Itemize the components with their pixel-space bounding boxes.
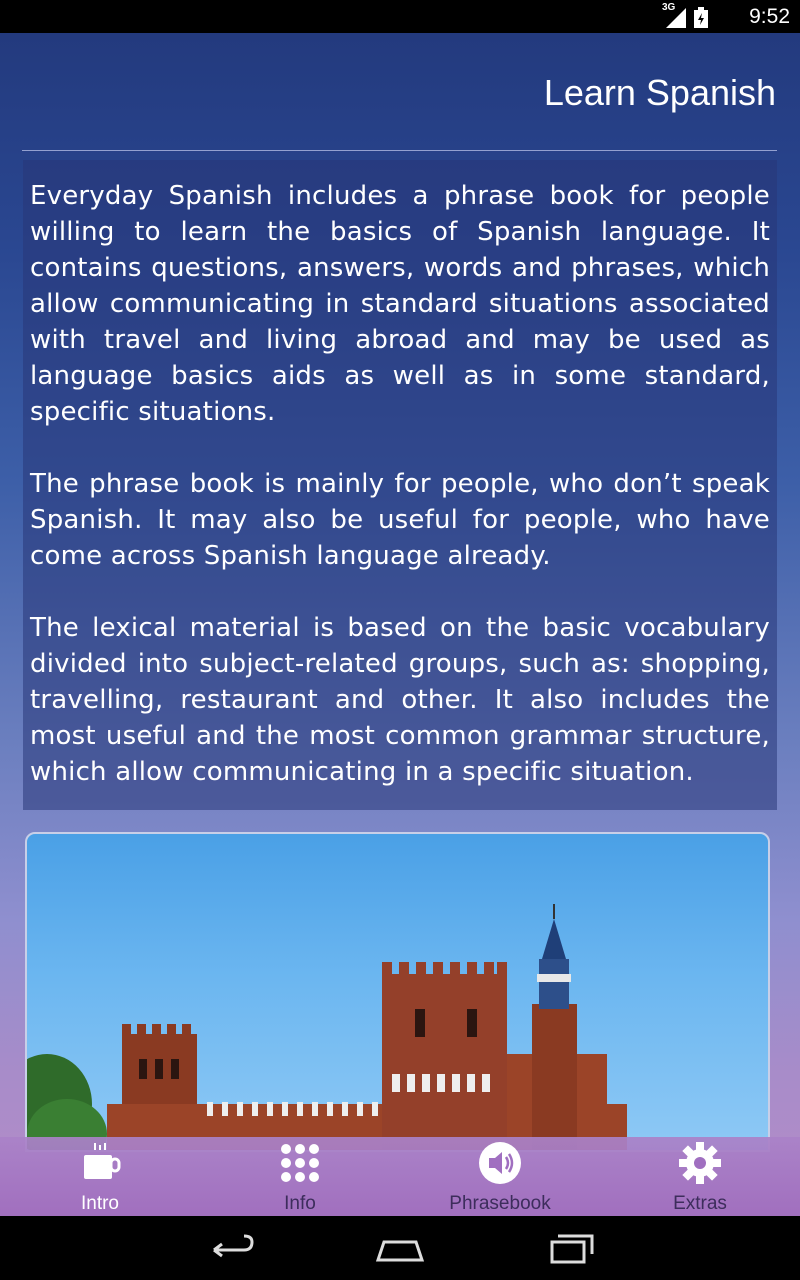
coffee-cup-icon bbox=[78, 1141, 122, 1185]
recents-icon[interactable] bbox=[540, 1228, 600, 1268]
bottom-nav bbox=[0, 1137, 800, 1216]
title-divider bbox=[22, 150, 777, 151]
intro-text-panel[interactable] bbox=[23, 160, 777, 810]
page-title: Learn Spanish bbox=[543, 72, 776, 113]
tab-info[interactable] bbox=[200, 1137, 400, 1216]
signal-icon bbox=[662, 2, 688, 28]
tab-label: Info bbox=[284, 1193, 316, 1214]
castle-image bbox=[25, 832, 770, 1152]
tab-label: Phrasebook bbox=[449, 1193, 551, 1214]
intro-paragraph: The lexical material is based on the basic vocabulary divided into subject-related groups, such as: shopping, travelling, restaurant and other. It also includes the most useful and the most common grammar structure, which allow communicating in a specific situation. bbox=[30, 613, 770, 787]
tab-label: Extras bbox=[673, 1193, 727, 1214]
status-bar bbox=[0, 0, 800, 33]
system-nav-bar bbox=[0, 1216, 800, 1280]
intro-paragraph: Everyday Spanish includes a phrase book for people willing to learn the basics of Spanish language. It contains questions, answers, words and phrases, which allow communicating in standard situations associated with travel and living abroad and may be used as language basics aids as well as in some standard, specific situations. bbox=[30, 181, 770, 427]
network-type: 3G bbox=[662, 2, 676, 13]
grid-dots-icon bbox=[278, 1141, 322, 1185]
intro-paragraph: The phrase book is mainly for people, who don’t speak Spanish. It may also be useful for people, who have come across Spanish language already. bbox=[30, 469, 770, 571]
battery-icon bbox=[694, 7, 708, 28]
tab-extras[interactable] bbox=[600, 1137, 800, 1216]
tab-phrasebook[interactable] bbox=[400, 1137, 600, 1216]
clock: 9:52 bbox=[749, 5, 790, 28]
tab-label: Intro bbox=[80, 1193, 120, 1214]
speaker-icon bbox=[478, 1141, 522, 1185]
tab-intro[interactable] bbox=[0, 1137, 200, 1216]
status-icons bbox=[662, 2, 708, 28]
gear-icon bbox=[678, 1141, 722, 1185]
home-icon[interactable] bbox=[370, 1228, 430, 1268]
back-icon[interactable] bbox=[200, 1228, 260, 1268]
